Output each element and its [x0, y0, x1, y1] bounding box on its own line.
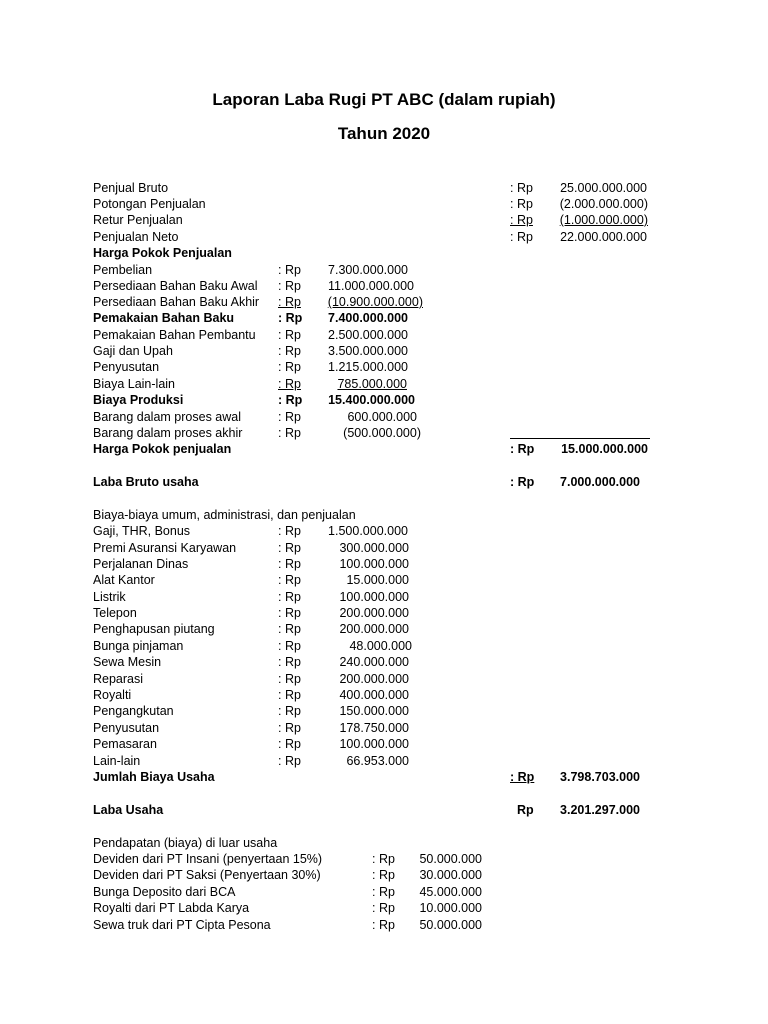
row-label: Biaya Produksi [93, 393, 184, 407]
row-currency: : Rp [278, 573, 301, 587]
row-amount: (2.000.000.000) [559, 197, 648, 211]
row-label: Barang dalam proses awal [93, 410, 241, 424]
statement-row [0, 474, 768, 490]
row-label: Laba Bruto usaha [93, 475, 199, 489]
row-amount: 240.000.000 [339, 655, 409, 669]
statement-row [0, 753, 768, 769]
row-amount: 3.798.703.000 [560, 770, 640, 784]
row-label: Lain-lain [93, 754, 141, 768]
row-amount: 200.000.000 [339, 622, 409, 636]
statement-row [0, 196, 768, 212]
row-currency: : Rp [278, 295, 301, 309]
row-currency: : Rp [510, 230, 533, 244]
statement-row [0, 736, 768, 752]
statement-row [0, 294, 768, 310]
row-label: Pemasaran [93, 737, 157, 751]
row-amount: 400.000.000 [339, 688, 409, 702]
statement-row [0, 605, 768, 621]
row-amount: 2.500.000.000 [328, 328, 408, 342]
row-amount: 10.000.000 [419, 901, 482, 915]
row-amount: (500.000.000) [343, 426, 421, 440]
heading-label: Pendapatan (biaya) di luar usaha [93, 836, 278, 850]
row-label: Retur Penjualan [93, 213, 183, 227]
row-currency: : Rp [510, 213, 533, 227]
statement-row [0, 327, 768, 343]
statement-row [0, 851, 768, 867]
row-currency: : Rp [278, 639, 301, 653]
row-label: Reparasi [93, 672, 144, 686]
statement-row [0, 262, 768, 278]
row-currency: : Rp [278, 655, 301, 669]
statement-row [0, 392, 768, 408]
row-label: Pemakaian Bahan Pembantu [93, 328, 256, 342]
statement-row [0, 589, 768, 605]
statement-row [0, 212, 768, 228]
statement-row [0, 441, 768, 457]
row-currency: : Rp [278, 557, 301, 571]
row-currency: : Rp [278, 754, 301, 768]
row-amount: 3.201.297.000 [560, 803, 640, 817]
statement-row [0, 425, 768, 441]
row-label: Penyusutan [93, 360, 160, 374]
row-label: Harga Pokok penjualan [93, 442, 232, 456]
row-amount: 300.000.000 [339, 541, 409, 555]
row-currency: : Rp [278, 721, 301, 735]
statement-row [0, 671, 768, 687]
statement-row [0, 343, 768, 359]
row-label: Laba Usaha [93, 803, 164, 817]
row-label: Persediaan Bahan Baku Awal [93, 279, 258, 293]
row-label: Sewa truk dari PT Cipta Pesona [93, 918, 271, 932]
statement-row [0, 769, 768, 785]
report-year: Tahun 2020 [337, 124, 431, 143]
row-amount: 7.000.000.000 [560, 475, 640, 489]
statement-row [0, 654, 768, 670]
statement-row [0, 278, 768, 294]
row-currency: : Rp [278, 590, 301, 604]
row-amount: 200.000.000 [339, 606, 409, 620]
row-currency: : Rp [278, 737, 301, 751]
row-label: Listrik [93, 590, 126, 604]
row-label: Deviden dari PT Saksi (Penyertaan 30%) [93, 868, 321, 882]
row-currency: : Rp [278, 263, 301, 277]
row-label: Sewa Mesin [93, 655, 162, 669]
row-label: Barang dalam proses akhir [93, 426, 243, 440]
row-currency: : Rp [278, 311, 303, 325]
row-label: Royalti [93, 688, 132, 702]
row-currency: : Rp [372, 918, 395, 932]
statement-row [0, 720, 768, 736]
row-currency: : Rp [278, 622, 301, 636]
row-amount: 30.000.000 [419, 868, 482, 882]
row-currency: : Rp [510, 770, 535, 784]
row-label: Jumlah Biaya Usaha [93, 770, 215, 784]
row-currency: : Rp [278, 672, 301, 686]
row-label: Gaji dan Upah [93, 344, 173, 358]
row-currency: : Rp [510, 442, 535, 456]
row-amount: 1.215.000.000 [328, 360, 408, 374]
row-currency: : Rp [372, 901, 395, 915]
row-amount: 200.000.000 [339, 672, 409, 686]
row-currency: : Rp [372, 885, 395, 899]
row-label: Royalti dari PT Labda Karya [93, 901, 250, 915]
row-currency: : Rp [510, 475, 535, 489]
row-currency: : Rp [278, 410, 301, 424]
statement-row [0, 638, 768, 654]
row-amount: 1.500.000.000 [328, 524, 408, 538]
row-currency: : Rp [278, 606, 301, 620]
row-amount: 100.000.000 [339, 737, 409, 751]
statement-row [0, 310, 768, 326]
row-amount: 7.300.000.000 [328, 263, 408, 277]
row-currency: : Rp [278, 541, 301, 555]
row-label: Pemakaian Bahan Baku [93, 311, 235, 325]
row-currency: : Rp [278, 524, 301, 538]
row-amount: 50.000.000 [419, 852, 482, 866]
total-divider-line [510, 438, 650, 439]
row-label: Pembelian [93, 263, 153, 277]
row-amount: 45.000.000 [419, 885, 482, 899]
row-label: Bunga pinjaman [93, 639, 184, 653]
row-amount: 178.750.000 [339, 721, 409, 735]
row-amount: 600.000.000 [347, 410, 417, 424]
row-currency: : Rp [510, 181, 533, 195]
row-currency: : Rp [372, 852, 395, 866]
row-label: Gaji, THR, Bonus [93, 524, 191, 538]
row-currency: : Rp [278, 328, 301, 342]
row-amount: 7.400.000.000 [328, 311, 408, 325]
statement-row [0, 802, 768, 818]
row-label: Penyusutan [93, 721, 160, 735]
row-label: Premi Asuransi Karyawan [93, 541, 237, 555]
statement-row [0, 900, 768, 916]
row-label: Deviden dari PT Insani (penyertaan 15%) [93, 852, 323, 866]
row-amount: 100.000.000 [339, 590, 409, 604]
row-currency: : Rp [278, 279, 301, 293]
row-amount: (10.900.000.000) [327, 295, 423, 309]
statement-row [0, 917, 768, 933]
row-currency: : Rp [278, 344, 301, 358]
row-label: Bunga Deposito dari BCA [93, 885, 236, 899]
row-currency: : Rp [278, 704, 301, 718]
row-label: Penjualan Neto [93, 230, 179, 244]
row-label: Perjalanan Dinas [93, 557, 189, 571]
statement-row [0, 180, 768, 196]
section-heading [0, 507, 768, 523]
row-amount: 15.400.000.000 [328, 393, 415, 407]
row-label: Persediaan Bahan Baku Akhir [93, 295, 260, 309]
row-currency: : Rp [278, 688, 301, 702]
row-amount: 3.500.000.000 [328, 344, 408, 358]
row-label: Alat Kantor [93, 573, 155, 587]
row-label: Biaya Lain-lain [93, 377, 175, 391]
row-label: Penghapusan piutang [93, 622, 215, 636]
row-amount: 66.953.000 [346, 754, 409, 768]
row-amount: 15.000.000 [346, 573, 409, 587]
statement-row [0, 556, 768, 572]
statement-row [0, 229, 768, 245]
statement-row [0, 540, 768, 556]
row-amount: 48.000.000 [349, 639, 412, 653]
section-heading [0, 835, 768, 851]
row-label: Penjual Bruto [93, 181, 169, 195]
row-currency: : Rp [510, 197, 533, 211]
row-label: Telepon [93, 606, 137, 620]
row-currency: : Rp [278, 393, 303, 407]
row-currency: : Rp [278, 426, 301, 440]
row-label: Potongan Penjualan [93, 197, 206, 211]
row-amount: 100.000.000 [339, 557, 409, 571]
row-currency: : Rp [372, 868, 395, 882]
statement-row [0, 359, 768, 375]
row-amount: 11.000.000.000 [328, 279, 414, 293]
statement-row [0, 703, 768, 719]
statement-row [0, 687, 768, 703]
statement-row [0, 376, 768, 392]
section-heading [0, 245, 768, 261]
row-amount: 150.000.000 [339, 704, 409, 718]
report-title: Laporan Laba Rugi PT ABC (dalam rupiah) [212, 90, 556, 109]
statement-row [0, 867, 768, 883]
heading-label: Harga Pokok Penjualan [93, 246, 232, 260]
heading-label: Biaya-biaya umum, administrasi, dan penjualan [93, 508, 356, 522]
statement-row [0, 884, 768, 900]
statement-row [0, 523, 768, 539]
row-amount: 785.000.000 [337, 377, 407, 391]
row-amount: (1.000.000.000) [559, 213, 648, 227]
row-amount: 50.000.000 [419, 918, 482, 932]
row-currency: Rp [517, 803, 534, 817]
row-currency: : Rp [278, 360, 301, 374]
row-label: Pengangkutan [93, 704, 174, 718]
row-currency: : Rp [278, 377, 301, 391]
row-amount: 15.000.000.000 [561, 442, 648, 456]
statement-row [0, 409, 768, 425]
row-amount: 25.000.000.000 [560, 181, 647, 195]
statement-row [0, 572, 768, 588]
row-amount: 22.000.000.000 [560, 230, 647, 244]
statement-row [0, 621, 768, 637]
